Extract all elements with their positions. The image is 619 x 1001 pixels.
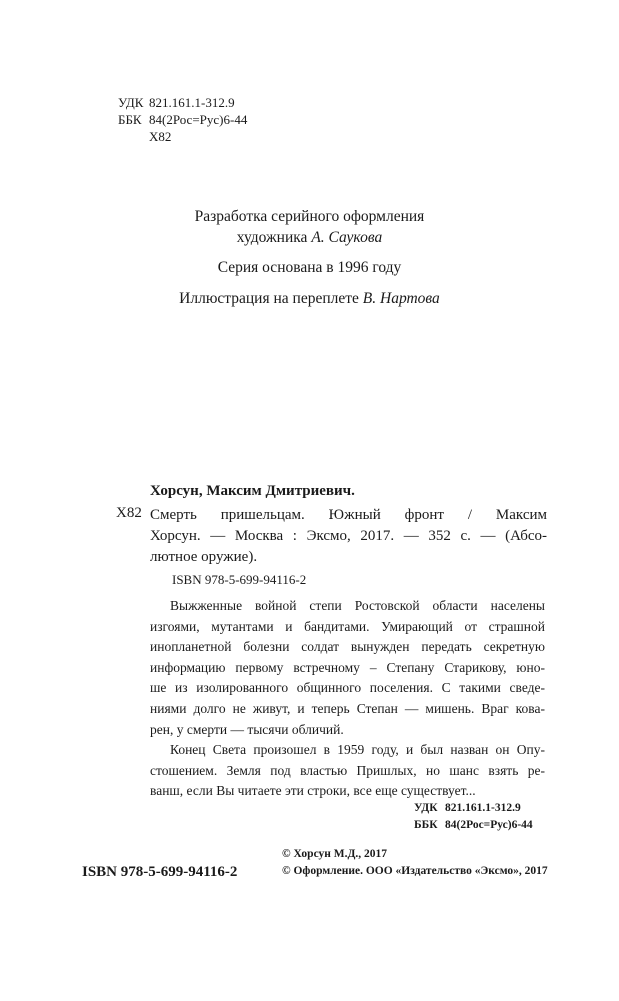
design-artist: А. Саукова [311,229,383,246]
annotation-line: изгоями, мутантами и бандитами. Умирающий от страшной [150,618,545,634]
udk-label: УДК [118,95,144,110]
footer-isbn: ISBN 978-5-699-94116-2 [82,864,238,880]
codes-bbk-value: 84(2Рос=Рус)6-44 [445,819,533,831]
annotation-line: стошением. Земля под властью Пришлых, но шанс взять ре- [150,762,545,778]
design-credit-line1: Разработка серийного оформления [194,208,425,225]
annotation-line: информацию первому встречному – Степану Старикову, юно- [150,659,545,675]
copyright-block [282,846,548,880]
bbk-label: ББК [118,112,142,127]
annotation-paragraph-1 [150,596,545,740]
biblio-line: Смерть пришельцам. Южный фронт / Максим [150,507,547,523]
illustration-artist: В. Нартова [362,290,440,307]
series-founded: Серия основана в 1996 году [217,259,402,276]
codes-bbk-label: ББК [414,819,438,831]
codes-udk-value: 821.161.1-312.9 [445,802,521,814]
author-heading: Хорсун, Максим Дмитриевич. [150,483,355,499]
annotation-line: Конец Света произошел в 1959 году, и был назван он Опу- [170,742,545,757]
annotation-line: инопланетной болезни солдат вынужден передать секретную [150,639,545,655]
biblio-line: лютное оружие). [150,549,258,565]
annotation-line: ниями долго не живут, и теперь Степан — мишень. Враг кова- [150,700,545,716]
udk-value: 821.161.1-312.9 [149,95,235,110]
biblio-line: Хорсун. — Москва : Эксмо, 2017. — 352 с. — (Абсо- [150,528,547,544]
design-credit-line2 [0,227,619,248]
bibliography-isbn: ISBN 978-5-699-94116-2 [172,572,307,587]
annotation-paragraph-2 [150,740,545,802]
annotation-line: ванш, если Вы читаете эти строки, все еще существует... [150,783,476,799]
author-mark-line [118,128,247,145]
bbk-value: 84(2Рос=Рус)6-44 [149,112,248,127]
author-mark: Х82 [149,129,172,144]
copyright-author: © Хорсун М.Д., 2017 [282,848,388,860]
bbk-line [118,111,247,128]
classification-block [118,94,247,145]
annotation-line: Выжженные войной степи Ростовской области населены [170,598,545,613]
codes-udk-line [414,800,533,817]
annotation-line: ше из изолированного общинного поселения. С такими сведе- [150,680,545,696]
bibliographic-description [150,505,547,568]
bibliography-author-mark: Х82 [116,505,142,521]
udk-line [118,94,247,111]
design-prefix: художника [236,229,312,246]
codes-block [414,800,533,834]
codes-udk-label: УДК [414,802,438,814]
illustration-prefix: Иллюстрация на переплете [179,290,363,307]
codes-bbk-line [414,817,533,834]
illustration-credit [0,288,619,309]
annotation-line: рен, у смерти — тысячи обличий. [150,721,344,737]
copyright-design: © Оформление. ООО «Издательство «Эксмо», 2017 [282,865,548,877]
